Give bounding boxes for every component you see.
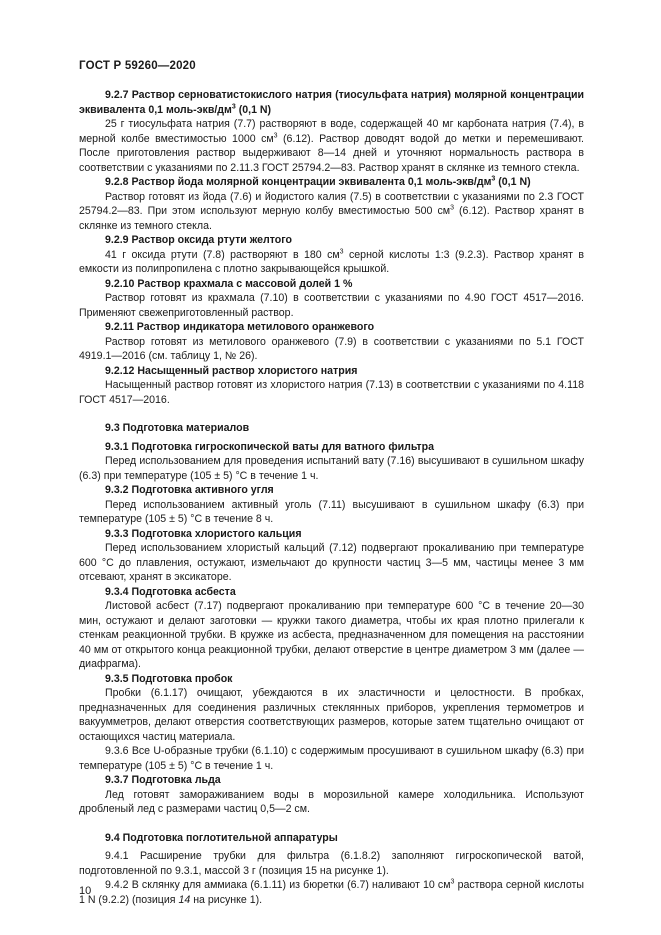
subsection-heading: 9.2.12 Насыщенный раствор хлористого натрия bbox=[105, 364, 358, 377]
paragraph: Перед использованием хлористый кальций (7.12) подвергают прокаливанию при температуре 600 °С до плавления, остужают, измельчают до крупности частиц 3—5 мм, частицы менее 3 мм отсевают, хранят в эксикаторе. bbox=[79, 542, 584, 583]
paragraph: Раствор готовят из крахмала (7.10) в соответствии с указаниями по 4.90 ГОСТ 4517—2016. Применяют свежеприготовленный раствор. bbox=[79, 292, 584, 319]
subsection-heading: 9.3.7 Подготовка льда bbox=[105, 774, 221, 786]
subsection-heading: 9.3.5 Подготовка пробок bbox=[105, 672, 233, 685]
paragraph: Листовой асбест (7.17) подвергают прокаливанию при температуре 600 °С в течение 20—30 мин, остужают и делают заготовки — кружки такого диаметра, чтобы их края плотно прилегали к стенкам реакционной трубки. В кружке из асбеста, предназначенном для помещения на расстоянии 40 мм от открытого конца реакционной трубки, делают отверстие в центре диаметром 3 мм (далее — диафрагма). bbox=[79, 600, 584, 670]
paragraph: 9.4.1 Расширение трубки для фильтра (6.1.8.2) заполняют гигроскопической ватой, подготовленной по 9.3.1, массой 3 г (позиция 15 на рисунке 1). bbox=[79, 850, 584, 877]
paragraph: Раствор готовят из метилового оранжевого (7.9) в соответствии с указаниями по 5.1 ГОСТ 4919.1—2016 (см. таблицу 1, № 26). bbox=[79, 335, 584, 362]
subsection-heading: 9.3.4 Подготовка асбеста bbox=[105, 585, 236, 598]
document-body bbox=[79, 88, 584, 907]
subsection-heading: 9.2.11 Раствор индикатора метилового оранжевого bbox=[105, 321, 375, 333]
subsection-heading: 9.3.2 Подготовка активного угля bbox=[105, 484, 274, 496]
page-number: 10 bbox=[79, 885, 92, 897]
paragraph: Перед использованием активный уголь (7.11) высушивают в сушильном шкафу (6.3) при температуре (105 ± 5) °С в течение 8 ч. bbox=[79, 498, 584, 525]
paragraph: Насыщенный раствор готовят из хлористого натрия (7.13) в соответствии с указаниями по 4.118 ГОСТ 4517—2016. bbox=[79, 379, 584, 406]
paragraph: 9.3.6 Все U-образные трубки (6.1.10) с содержимым просушивают в сушильном шкафу (6.3) при температуре (105 ± 5) °С в течение 1 ч. bbox=[79, 745, 584, 772]
subsection-heading: 9.2.10 Раствор крахмала с массовой долей 1 % bbox=[105, 277, 353, 290]
paragraph: 9.4.2 В склянку для аммиака (6.1.11) из бюретки (6.7) наливают 10 $см^3$ раствора серной кислоты 1 N (9.2.2) (позиция 14 на рисунке 1). bbox=[79, 878, 584, 906]
paragraph: Пробки (6.1.17) очищают, убеждаются в их эластичности и целостности. В пробках, предназначенных для соединения различных стеклянных приборов, укрепления термометров и вакуумметров, делают отверстия соответствующих размеров, которые затем тщательно очищают от остающихся частиц материала. bbox=[79, 687, 584, 743]
paragraph: Раствор готовят из йода (7.6) и йодистого калия (7.5) в соответствии с указаниями по 2.3 ГОСТ 25794.2—83. При этом используют мерную колбу вместимостью 500 $см^3$ (6.12). Раствор хранят в склянке из темного стекла. bbox=[79, 190, 584, 232]
subsection-heading: 9.2.9 Раствор оксида ртути желтого bbox=[105, 234, 292, 246]
paragraph: 25 г тиосульфата натрия (7.7) растворяют в воде, содержащей 40 мг карбоната натрия (7.4), в мерной колбе вместимостью 1000 $см^3$ (6.12). Раствор доводят водой до метки и перемешивают. После приготовления раствор выдерживают 8—14 дней и уточняют нормальность раствора в соответствии с указаниями по 2.11.3 ГОСТ 25794.2—83. Раствор хранят в склянке из темного стекла. bbox=[79, 118, 584, 174]
subsection-heading: 9.3.3 Подготовка хлористого кальция bbox=[105, 527, 302, 540]
paragraph: Перед использованием для проведения испытаний вату (7.16) высушивают в сушильном шкафу (6.3) при температуре (105 ± 5) °С в течение 1 ч. bbox=[79, 455, 584, 482]
subsection-heading: 9.2.7 Раствор серноватистокислого натрия (тиосульфата натрия) молярной концентрации эквивалента 0,1 моль-$экв/дм^3$ (0,1 N) bbox=[79, 89, 584, 116]
subsection-heading: 9.2.8 Раствор йода молярной концентрации эквивалента 0,1 моль-$экв/дм^3$ (0,1 N) bbox=[105, 175, 531, 188]
paragraph: Лед готовят замораживанием воды в морозильной камере холодильника. Используют дробленый лед с размерами частиц 0,5—2 см. bbox=[79, 788, 584, 815]
paragraph: 41 г оксида ртути (7.8) растворяют в 180 $см^3$ серной кислоты 1:3 (9.2.3). Раствор хранят в емкости из полипропилена с плотно закрывающейся крышкой. bbox=[79, 247, 584, 275]
section-heading: 9.3 Подготовка материалов bbox=[105, 422, 250, 434]
document-header: ГОСТ Р 59260—2020 bbox=[79, 60, 196, 72]
subsection-heading: 9.3.1 Подготовка гигроскопической ваты для ватного фильтра bbox=[105, 440, 434, 453]
section-heading: 9.4 Подготовка поглотительной аппаратуры bbox=[105, 831, 338, 844]
